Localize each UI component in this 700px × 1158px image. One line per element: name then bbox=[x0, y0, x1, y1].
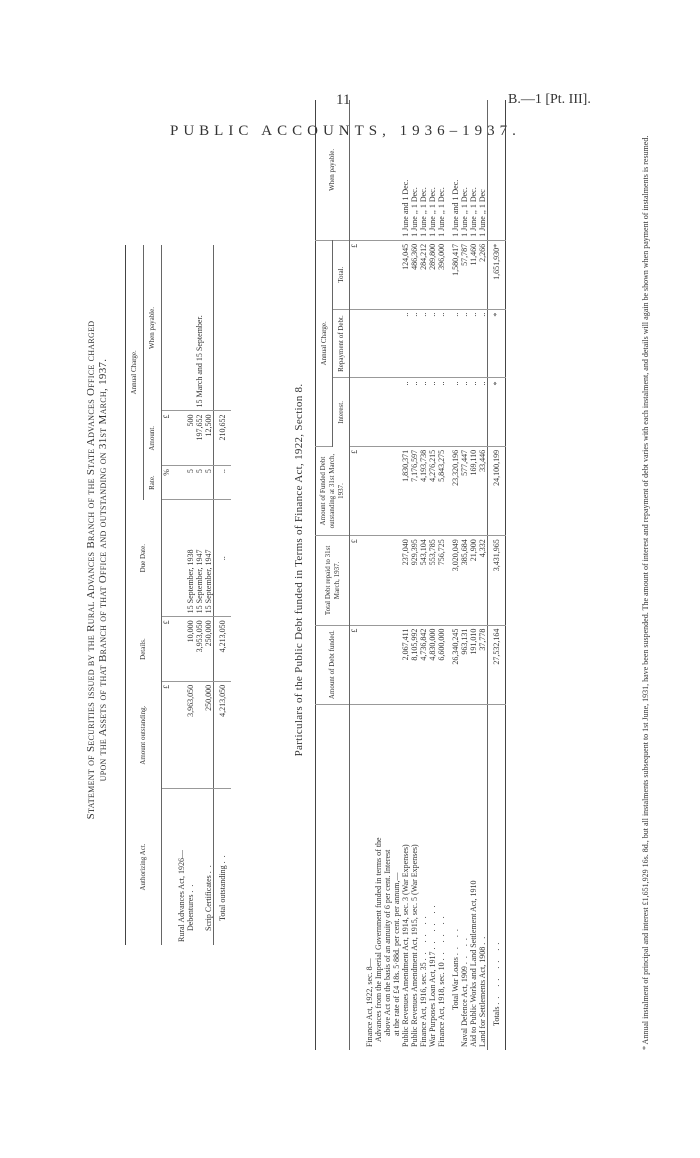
row-total: 284,212 bbox=[419, 240, 428, 309]
page-number: 11 bbox=[336, 92, 351, 108]
row-funded: 191,010 bbox=[469, 625, 478, 704]
row-amount: 500 bbox=[186, 411, 195, 466]
row-total: 486,360 bbox=[410, 240, 419, 309]
rotated-page-content bbox=[85, 70, 685, 1070]
war-total-funded: 26,340,245 bbox=[446, 625, 460, 704]
header-details: Details. bbox=[126, 617, 162, 681]
totals-total: 1,651,930* bbox=[488, 240, 506, 309]
row-when-payable: 1 June ,, 1 Dec. bbox=[428, 100, 437, 240]
table-row: Finance Act, 1916, sec. 35 .. .. .. 4,736,842 543,104 4,193,738 .. .. 284,212 1 June ,, 1 Dec. bbox=[419, 100, 428, 1050]
units-row bbox=[162, 245, 172, 945]
row-details: 10,000 bbox=[186, 617, 195, 681]
statement1-title bbox=[85, 110, 109, 1030]
row-when-payable: 1 June ,, 1 Dec. bbox=[460, 100, 469, 240]
row-rate: 5 bbox=[195, 466, 204, 500]
row-outstanding: 7,176,597 bbox=[410, 446, 419, 535]
row-amount: 12,500 bbox=[204, 411, 214, 466]
header-when-payable: When payable. bbox=[144, 245, 162, 411]
war-total-total: 1,580,417 bbox=[446, 240, 460, 309]
row-when-payable: 1 June ,, 1 Dec. bbox=[469, 100, 478, 240]
totals-row: Totals .. .. .. .. 27,532,164 3,431,965 24,100,199 * * 1,651,930* bbox=[488, 100, 506, 1050]
totals-repayment: * bbox=[488, 309, 506, 378]
row-name: Public Revenues Amendment Act, 1915, sec. 5 (War Expenses) bbox=[410, 844, 419, 1047]
unit-percent: % bbox=[162, 466, 172, 500]
row-funded: 963,131 bbox=[460, 625, 469, 704]
totals-repaid: 3,431,965 bbox=[488, 536, 506, 625]
war-total-repaid: 3,020,049 bbox=[446, 536, 460, 625]
row-when-payable: 1 June ,, 1 Dec. bbox=[437, 100, 446, 240]
group-row bbox=[171, 245, 186, 945]
header-funded-outstanding: Amount of Funded Debt outstanding at 31st March, 1937. bbox=[316, 446, 350, 535]
header-amount-funded: Amount of Debt funded. bbox=[316, 625, 350, 704]
unit-pound: £ bbox=[350, 536, 360, 625]
unit-pound: £ bbox=[350, 240, 360, 309]
row-outstanding: 4,193,738 bbox=[419, 446, 428, 535]
total-outstanding: 4,213,050 bbox=[214, 681, 232, 789]
intro-line: Finance Act, 1922, sec. 8— bbox=[365, 958, 374, 1047]
row-repaid: 385,684 bbox=[460, 536, 469, 625]
unit-pound: £ bbox=[162, 681, 172, 789]
securities-table bbox=[125, 245, 231, 945]
row-funded: 4,736,842 bbox=[419, 625, 428, 704]
row-when-payable: 1 June ,, 1 Dec. bbox=[419, 100, 428, 240]
row-due-date: 15 September, 1947 bbox=[204, 500, 214, 617]
row-outstanding: 169,110 bbox=[469, 446, 478, 535]
row-name: Aid to Public Works and Land Settlement Act, 1910 bbox=[469, 880, 478, 1047]
row-rate: 5 bbox=[204, 466, 214, 500]
total-label: Total outstanding bbox=[218, 865, 227, 921]
group-label: Rural Advances Act, 1926— bbox=[177, 850, 186, 942]
units-row bbox=[350, 100, 360, 1050]
header-authorizing-act: Authorizing Act. bbox=[126, 789, 162, 945]
row-act: Scrip Certificates bbox=[204, 875, 213, 931]
row-funded: 4,830,000 bbox=[428, 625, 437, 704]
table-row: Land for Settlements Act, 1908 .. 37,778 4,332 33,446 .. .. 2,266 1 June ,, 1 Dec bbox=[478, 100, 488, 1050]
row-when-payable: 15 March and 15 September. bbox=[186, 245, 214, 411]
header-rate: Rate. bbox=[144, 466, 162, 500]
intro-line: Advances from the Imperial Government funded in terms of the bbox=[374, 837, 383, 1042]
table-row: Naval Defence Act, 1909 .. .. 963,131 385,684 577,447 .. .. 57,787 1 June ,, 1 Dec. bbox=[460, 100, 469, 1050]
unit-pound: £ bbox=[162, 411, 172, 466]
row-repaid: 929,395 bbox=[410, 536, 419, 625]
row-total: 11,460 bbox=[469, 240, 478, 309]
row-funded: 2,067,411 bbox=[401, 625, 410, 704]
total-details: 4,213,050 bbox=[214, 617, 232, 681]
header-amount: Amount. bbox=[144, 411, 162, 466]
unit-pound: £ bbox=[350, 446, 360, 535]
row-when-payable: 1 June and 1 Dec. bbox=[401, 100, 410, 240]
table-row: Public Revenues Amendment Act, 1914, sec. 3 (War Expenses) 2,067,411 237,040 1,830,371 .. .. 124,045 1 June and 1 Dec. bbox=[401, 100, 410, 1050]
row-repaid: 21,900 bbox=[469, 536, 478, 625]
war-total-when: 1 June and 1 Dec. bbox=[446, 100, 460, 240]
row-rate: 5 bbox=[186, 466, 195, 500]
war-total-label: Total War Loans bbox=[451, 957, 460, 1010]
header-debt-repaid: Total Debt repaid to 31st March, 1937. bbox=[316, 536, 350, 625]
row-repaid: 553,785 bbox=[428, 536, 437, 625]
row-due-date: 15 September, 1938 bbox=[186, 500, 195, 617]
intro-line: at the rate of £4 18s. 5·88d. per cent. per annum,— bbox=[392, 872, 401, 1036]
totals-funded: 27,532,164 bbox=[488, 625, 506, 704]
statement2-title: Particulars of the Public Debt funded in Terms of Finance Act, 1922, Section 8. bbox=[293, 383, 305, 757]
row-outstanding: 1,830,371 bbox=[401, 446, 410, 535]
row-repaid: 4,332 bbox=[478, 536, 488, 625]
total-row: Total outstanding .. 4,213,050 4,213,050 .. .. 210,652 bbox=[214, 245, 232, 945]
totals-label: Totals bbox=[492, 1006, 501, 1026]
row-details: 3,953,050 bbox=[195, 617, 204, 681]
statement1-title-line2: upon the Assets of that Branch of that Office and outstanding on 31st March, 1937. bbox=[97, 358, 109, 782]
header-total: Total. bbox=[333, 240, 350, 309]
row-total: 2,266 bbox=[478, 240, 488, 309]
row-when-payable: 1 June ,, 1 Dec. bbox=[410, 100, 419, 240]
page-title: PUBLIC ACCOUNTS, 1936–1937. bbox=[170, 123, 521, 139]
intro-line: above Act on the basis of an annuity of 6 per cent. Interest bbox=[383, 849, 392, 1036]
row-outstanding: 250,000 bbox=[204, 681, 214, 789]
row-total: 124,045 bbox=[401, 240, 410, 309]
header-repayment: Repayment of Debt. bbox=[333, 309, 350, 378]
public-debt-table bbox=[315, 100, 506, 1050]
header-amount-outstanding: Amount outstanding. bbox=[126, 681, 162, 789]
totals-outstanding: 24,100,199 bbox=[488, 446, 506, 535]
row-repaid: 756,725 bbox=[437, 536, 446, 625]
row-name: Public Revenues Amendment Act, 1914, sec. 3 (War Expenses) bbox=[401, 844, 410, 1047]
unit-pound: £ bbox=[162, 617, 172, 681]
totals-interest: * bbox=[488, 378, 506, 446]
document-reference: B.—1 [Pt. III]. bbox=[508, 92, 591, 107]
header-interest: Interest. bbox=[333, 378, 350, 446]
row-outstanding: 4,276,215 bbox=[428, 446, 437, 535]
row-outstanding: 5,843,275 bbox=[437, 446, 446, 535]
row-name: Naval Defence Act, 1909 bbox=[460, 966, 469, 1047]
row-total: 57,787 bbox=[460, 240, 469, 309]
row-outstanding: 3,963,050 bbox=[186, 681, 195, 789]
row-repaid: 543,104 bbox=[419, 536, 428, 625]
header-annual-charge: Annual Charge. bbox=[126, 245, 144, 500]
footnote: * Annual instalment of principal and interest £1,651,929 16s. 8d., but all instalments subsequent to 1st June, 1931, have been suspended. The amount of interest and repayment of debt varies with each instalment, and details will again be shown when payment of instalments is resumed. bbox=[641, 135, 650, 1050]
war-total-row: Total War Loans .. .. 26,340,245 3,020,049 23,320,196 .. .. 1,580,417 1 June and 1 Dec. bbox=[446, 100, 460, 1050]
statement1-title-line1: Statement of Securities issued by the Rural Advances Branch of the State Advances Office charged bbox=[85, 320, 97, 820]
table-row: Scrip Certificates .. 250,000 250,000 15 September, 1947 5 12,500 bbox=[204, 245, 214, 945]
row-funded: 8,105,992 bbox=[410, 625, 419, 704]
row-when-payable: 1 June ,, 1 Dec bbox=[478, 100, 488, 240]
row-due-date: 15 September, 1947 bbox=[195, 500, 204, 617]
row-name: Land for Settlements Act, 1908 bbox=[478, 946, 487, 1047]
row-total: 396,000 bbox=[437, 240, 446, 309]
war-total-outstanding: 23,320,196 bbox=[446, 446, 460, 535]
row-total: 289,800 bbox=[428, 240, 437, 309]
row-outstanding: 577,447 bbox=[460, 446, 469, 535]
row-outstanding: 33,446 bbox=[478, 446, 488, 535]
table-row: Public Revenues Amendment Act, 1915, sec. 5 (War Expenses) 8,105,992 929,395 7,176,597 .. .. 486,360 1 June ,, 1 Dec. bbox=[410, 100, 419, 1050]
table-row: War Purposes Loan Act, 1917 .. .. .. 4,830,000 553,785 4,276,215 .. .. 289,800 1 June ,, 1 Dec. bbox=[428, 100, 437, 1050]
row-funded: 37,778 bbox=[478, 625, 488, 704]
row-repaid: 237,040 bbox=[401, 536, 410, 625]
row-amount: 197,652 bbox=[195, 411, 204, 466]
table-row: Finance Act, 1918, sec. 10 .. .. .. 6,600,000 756,725 5,843,275 .. .. 396,000 1 June ,, 1 Dec. bbox=[437, 100, 446, 1050]
row-name: Finance Act, 1916, sec. 35 bbox=[419, 962, 428, 1047]
header-when-payable: When payable. bbox=[316, 100, 350, 240]
header-due-date: Due Date. bbox=[126, 500, 162, 617]
total-amount: 210,652 bbox=[214, 411, 232, 466]
row-name: Finance Act, 1918, sec. 10 bbox=[437, 962, 446, 1047]
table-row: Aid to Public Works and Land Settlement Act, 1910 191,010 21,900 169,110 .. .. 11,460 1 June ,, 1 Dec. bbox=[469, 100, 478, 1050]
row-name: War Purposes Loan Act, 1917 bbox=[428, 951, 437, 1047]
row-act: Debentures bbox=[186, 894, 195, 931]
row-details: 250,000 bbox=[204, 617, 214, 681]
unit-pound: £ bbox=[350, 625, 360, 704]
row-funded: 6,600,000 bbox=[437, 625, 446, 704]
table-row: Debentures .. 3,963,050 10,000 15 September, 1938 5 500 15 March and 15 September. bbox=[186, 245, 195, 945]
header-annual-charge: Annual Charge. bbox=[316, 240, 333, 446]
